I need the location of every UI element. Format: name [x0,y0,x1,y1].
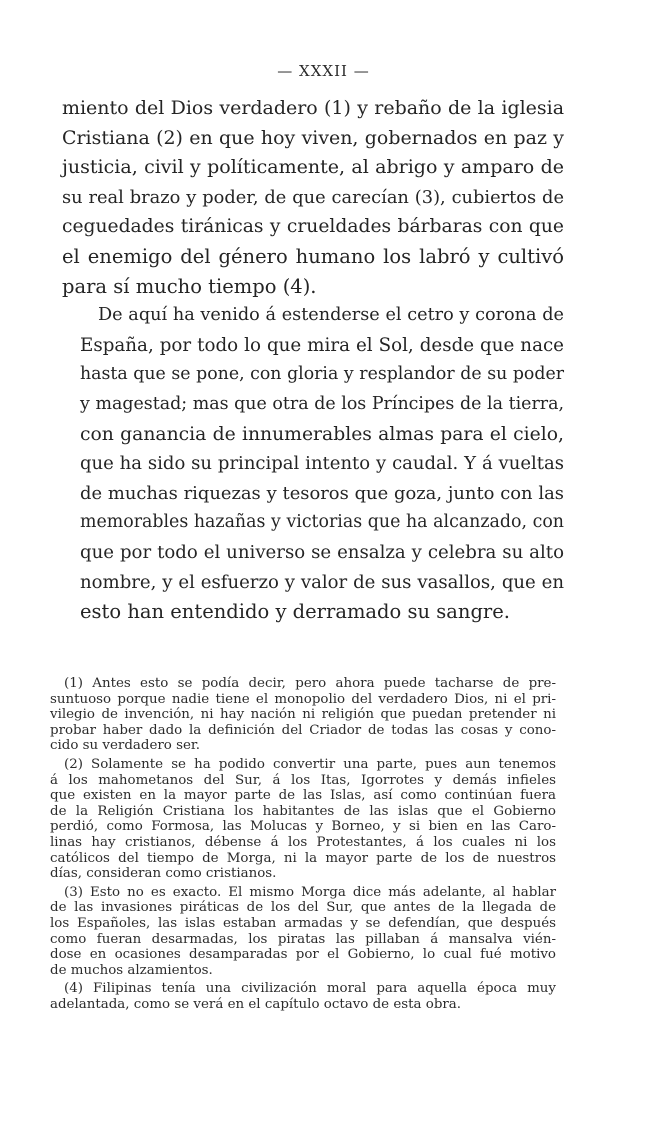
footnote-line: (3) Esto no es exacto. El mismo Morga dice más adelante, al hablar [64,884,556,900]
footnote-3 [50,885,556,979]
footnote-line: suntuoso porque nadie tiene el monopolio del verdadero Dios, ni el pri- [50,691,556,707]
text-line: esto han entendido y derramado su sangre. [80,600,510,624]
main-text [62,94,564,627]
footnote-line: (4) Filipinas tenía una civilización moral para aquella época muy [64,981,556,997]
text-line: nombre, y el esfuerzo y valor de sus vasallos, que en [80,571,564,593]
text-line: memorables hazañas y victorias que ha alcanzado, con [80,512,564,533]
footnote-line: dose en ocasiones desamparadas por el Gobierno, lo cual fué motivo [50,947,556,963]
text-line: y magestad; mas que otra de los Príncipes de la tierra, [80,393,564,414]
footnote-line: (1) Antes esto se podía decir, pero ahora puede tacharse de pre- [64,676,556,691]
text-line: Cristiana (2) en que hoy viven, gobernados en paz y [62,126,564,149]
text-line: hasta que se pone, con gloria y resplandor de su poder [80,364,564,385]
text-line: De aquí ha venido á estenderse el cetro y corona de [98,305,564,326]
footnote-line: días, consideran como cristianos. [50,866,277,882]
footnote-line: perdió, como Formosa, las Molucas y Borneo, y si bien en las Caro- [50,819,556,835]
footnote-2 [50,757,556,882]
page-number: — XXXII — [277,62,370,80]
paragraph-2 [62,301,564,627]
text-line: que por todo el universo se ensalza y celebra su alto [80,541,564,563]
footnote-1 [50,676,556,754]
text-line: España, por todo lo que mira el Sol, desde que nace [80,334,564,356]
text-line: ceguedades tiránicas y crueldades bárbaras con que [62,216,564,238]
text-line: su real brazo y poder, de que carecían (3), cubiertos de [62,186,564,208]
footnote-line: vilegio de invención, ni hay nación ni religión que puedan pretender ni [50,707,556,723]
text-line: para sí mucho tiempo (4). [62,274,317,298]
footnote-line: (2) Solamente se ha podido convertir una parte, pues aun tenemos [64,756,556,772]
text-line: con ganancia de innumerables almas para el cielo, [80,423,564,445]
text-line: justicia, civil y políticamente, al abrigo y amparo de [62,156,564,179]
footnote-4 [50,981,556,1012]
footnote-line: adelantada, como se verá en el capítulo octavo de esta obra. [50,996,462,1012]
text-line: que ha sido su principal intento y caudal. Y á vueltas [80,453,564,475]
footnote-line: á los mahometanos del Sur, á los Itas, Igorrotes y demás infieles [50,772,556,788]
footnote-line: como fueran desarmadas, los piratas las pillaban á mansalva vién- [50,931,556,947]
footnote-line: los Españoles, las islas estaban armadas y se defendían, que después [50,915,556,931]
text-line: de muchas riquezas y tesoros que goza, junto con las [80,482,564,504]
footnotes [50,676,556,1015]
footnote-line: linas hay cristianos, débense á los Protestantes, á los cuales ni los [50,834,556,850]
footnote-line: que existen en la mayor parte de las Islas, así como continúan fuera [50,788,556,804]
footnote-line: cido su verdadero ser. [50,738,201,754]
footnote-line: católicos del tiempo de Morga, ni la mayor parte de los de nuestros [50,850,556,866]
paragraph-1 [62,94,564,301]
text-line: el enemigo del género humano los labró y cultivó [62,244,564,268]
footnote-line: probar haber dado la definición del Criador de todas las cosas y cono- [50,722,556,738]
text-line: miento del Dios verdadero (1) y rebaño de la iglesia [62,97,564,119]
footnote-line: de las invasiones piráticas de los del Sur, que antes de la llegada de [50,900,556,916]
footnote-line: de muchos alzamientos. [50,962,213,978]
footnote-line: de la Religión Cristiana los habitantes de las islas que el Gobierno [50,803,556,819]
